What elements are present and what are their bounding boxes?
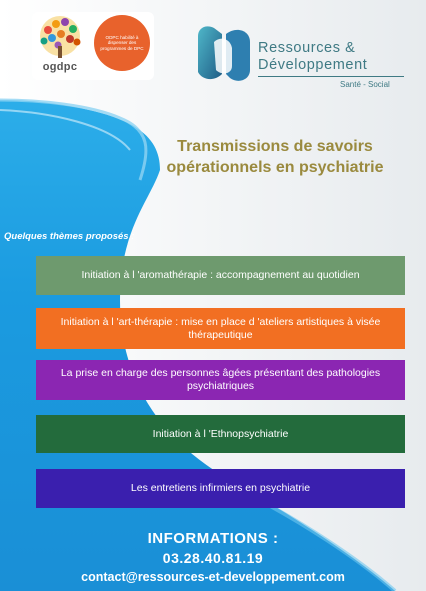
- ogdpc-badge: ODPC habilité à dispenser des programmes de DPC: [94, 15, 150, 71]
- theme-label: Les entretiens infirmiers en psychiatrie: [130, 482, 311, 494]
- contact-phone: 03.28.40.81.19: [162, 550, 264, 566]
- theme-entretiens-infirmiers: [36, 469, 405, 508]
- brand-name-line1: Ressources &: [258, 40, 356, 56]
- ogdpc-logo: [32, 12, 154, 80]
- brand-divider: [258, 76, 404, 77]
- brand-logo-icon: [192, 22, 254, 88]
- contact-email[interactable]: contact@ressources-et-developpement.com: [81, 570, 345, 584]
- title-line1: Transmissions de savoirs: [177, 138, 373, 155]
- page-title: [140, 136, 410, 178]
- themes-label: Quelques thèmes proposés :: [4, 231, 135, 242]
- brand-subtitle: Santé - Social: [340, 80, 390, 89]
- theme-label: Initiation à l 'aromathérapie : accompagnement au quotidien: [81, 269, 360, 281]
- theme-label: Initiation à l 'Ethnopsychiatrie: [152, 427, 289, 440]
- ogdpc-wordmark: ogdpc: [42, 61, 78, 73]
- tree-icon: [32, 12, 88, 62]
- contact-heading: INFORMATIONS :: [147, 530, 279, 547]
- theme-aromatherapie: [36, 256, 405, 295]
- theme-label: Initiation à l 'art-thérapie : mise en place d 'ateliers artistiques à visée thérapeutique: [60, 315, 381, 341]
- theme-label: La prise en charge des personnes âgées présentant des pathologies psychiatriques: [60, 367, 381, 392]
- theme-art-therapie: [36, 308, 405, 349]
- theme-ethnopsychiatrie: [36, 415, 405, 453]
- theme-personnes-agees: [36, 360, 405, 400]
- title-line2: opérationnels en psychiatrie: [166, 159, 384, 176]
- brand-name-line2: Développement: [258, 57, 368, 73]
